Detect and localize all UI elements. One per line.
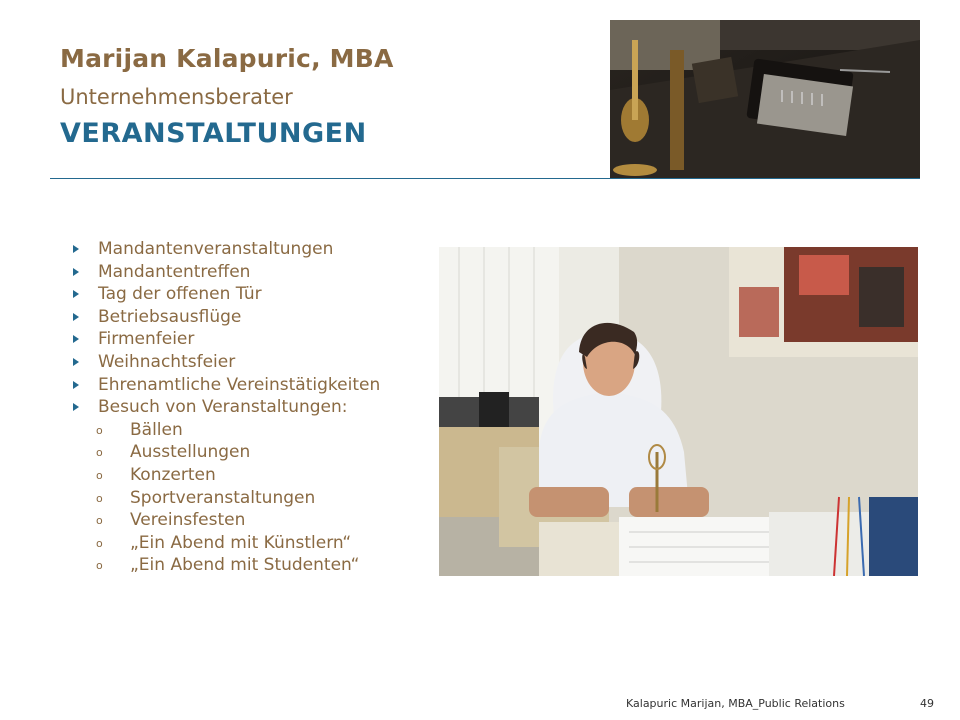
- triangle-bullet-icon: [73, 290, 79, 298]
- list-item-text: Vereinsfesten: [130, 510, 246, 531]
- list-item: [72, 283, 380, 306]
- list-item: [72, 238, 380, 261]
- list-item-text: Sportveranstaltungen: [130, 487, 316, 508]
- slide-title-role: Unternehmensberater: [60, 85, 293, 109]
- list-item: [72, 328, 380, 351]
- circle-bullet-icon: o: [96, 423, 103, 437]
- triangle-bullet-icon: [73, 381, 79, 389]
- circle-bullet-icon: o: [96, 536, 103, 550]
- list-item: [72, 351, 380, 374]
- header-divider: [50, 178, 920, 179]
- list-item: [72, 396, 380, 419]
- list-item-text: „Ein Abend mit Künstlern“: [130, 532, 352, 553]
- list-item-text: Mandantentreffen: [98, 261, 251, 282]
- circle-bullet-icon: o: [96, 446, 103, 460]
- triangle-bullet-icon: [73, 245, 79, 253]
- triangle-bullet-icon: [73, 335, 79, 343]
- list-item: [72, 306, 380, 329]
- page-number: 49: [920, 697, 934, 710]
- triangle-bullet-icon: [73, 268, 79, 276]
- list-item-text: Ausstellungen: [130, 442, 251, 463]
- sub-list-item: [72, 487, 380, 510]
- sub-list-item: [72, 554, 380, 577]
- triangle-bullet-icon: [73, 358, 79, 366]
- sub-list-item: [72, 419, 380, 442]
- desk-photo: [610, 20, 920, 178]
- circle-bullet-icon: o: [96, 559, 103, 573]
- circle-bullet-icon: o: [96, 468, 103, 482]
- list-item-text: Weihnachtsfeier: [98, 351, 236, 372]
- list-item-text: Bällen: [130, 419, 183, 440]
- list-item-text: Besuch von Veranstaltungen:: [98, 397, 348, 418]
- list-item: [72, 374, 380, 397]
- list-item-text: Firmenfeier: [98, 329, 195, 350]
- sub-list-item: [72, 509, 380, 532]
- bullet-list: [72, 238, 380, 577]
- list-item-text: Tag der offenen Tür: [98, 284, 262, 305]
- slide-title-name: Marijan Kalapuric, MBA: [60, 44, 394, 73]
- list-item-text: Ehrenamtliche Vereinstätigkeiten: [98, 374, 381, 395]
- circle-bullet-icon: o: [96, 514, 103, 528]
- slide-section-heading: VERANSTALTUNGEN: [60, 118, 367, 149]
- sub-list-item: [72, 464, 380, 487]
- footer-text: Kalapuric Marijan, MBA_Public Relations: [626, 697, 845, 710]
- sub-list-item: [72, 532, 380, 555]
- circle-bullet-icon: o: [96, 491, 103, 505]
- list-item-text: Konzerten: [130, 464, 216, 485]
- sub-list-item: [72, 441, 380, 464]
- list-item: [72, 261, 380, 284]
- triangle-bullet-icon: [73, 313, 79, 321]
- list-item-text: Mandantenveranstaltungen: [98, 239, 334, 259]
- list-item-text: Betriebsausflüge: [98, 306, 242, 327]
- office-photo: [439, 247, 918, 576]
- triangle-bullet-icon: [73, 403, 79, 411]
- list-item-text: „Ein Abend mit Studenten“: [130, 555, 360, 576]
